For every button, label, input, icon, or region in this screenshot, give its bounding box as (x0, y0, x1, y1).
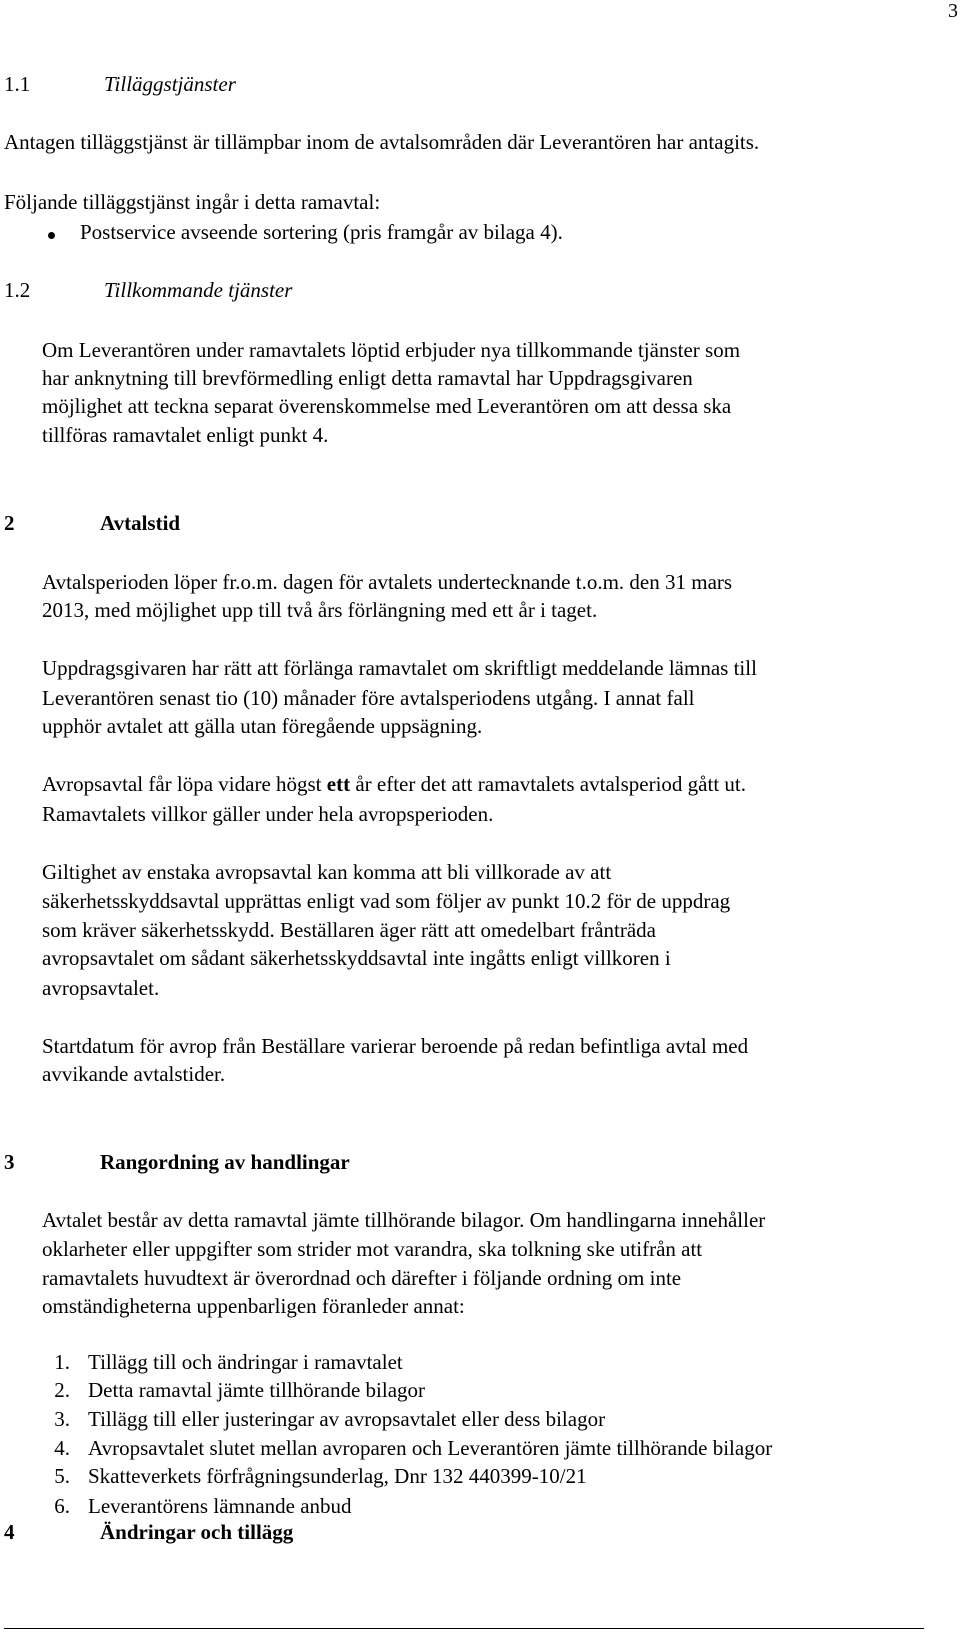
section-2-p3-line: Ramavtalets villkor gäller under hela avropsperioden. (42, 802, 494, 826)
section-2-p4-line: Giltighet av enstaka avropsavtal kan komma att bli villkorade av att (42, 860, 612, 884)
section-3-p1-line: Avtalet består av detta ramavtal jämte tillhörande bilagor. Om handlingarna innehåller (42, 1208, 766, 1232)
section-2-p2-line: upphör avtalet att gälla utan föregående uppsägning. (42, 714, 483, 738)
section-2-p4-line: avropsavtalet om sådant säkerhetsskyddsavtal inte ingåtts enligt villkoren i (42, 946, 671, 970)
section-4-number: 4 (4, 1520, 15, 1544)
section-2-p5-line: Startdatum för avrop från Beställare varierar beroende på redan befintliga avtal med (42, 1034, 749, 1058)
list-item: Tillägg till och ändringar i ramavtalet (88, 1350, 403, 1374)
section-2-p5-line: avvikande avtalstider. (42, 1062, 226, 1086)
list-item: Avropsavtalet slutet mellan avroparen och Leverantören jämte tillhörande bilagor (88, 1436, 773, 1460)
list-item-number: 5. (54, 1464, 70, 1488)
section-1-2-line: Om Leverantören under ramavtalets löptid erbjuder nya tillkommande tjänster som (42, 338, 741, 362)
section-3-title: Rangordning av handlingar (100, 1150, 350, 1174)
list-item: Detta ramavtal jämte tillhörande bilagor (88, 1378, 426, 1402)
section-2-number: 2 (4, 511, 15, 535)
list-item: Skatteverkets förfrågningsunderlag, Dnr 132 440399-10/21 (88, 1464, 587, 1488)
section-3-p1-line: ramavtalets huvudtext är överordnad och därefter i följande ordning om inte (42, 1266, 682, 1290)
section-2-p3-line (42, 772, 746, 797)
list-item-number: 2. (54, 1378, 70, 1402)
list-item-number: 3. (54, 1407, 70, 1431)
list-item-number: 4. (54, 1436, 70, 1460)
section-3-p1-line: omständigheterna uppenbarligen föranleder annat: (42, 1294, 465, 1318)
section-1-2-title: Tillkommande tjänster (104, 278, 293, 302)
list-item-number: 1. (54, 1350, 70, 1374)
p3-text-pre: Avropsavtal får löpa vidare högst (42, 772, 327, 796)
section-2-p2-line: Uppdragsgivaren har rätt att förlänga ramavtalet om skriftligt meddelande lämnas till (42, 656, 757, 680)
page-number: 3 (948, 0, 958, 22)
section-4-title: Ändringar och tillägg (100, 1520, 294, 1544)
section-1-1-bullet: Postservice avseende sortering (pris framgår av bilaga 4). (80, 220, 563, 244)
p3-text-post: år efter det att ramavtalets avtalsperiod gått ut. (350, 772, 747, 796)
section-2-p4-line: som kräver säkerhetsskydd. Beställaren äger rätt att omedelbart frånträda (42, 918, 656, 942)
section-1-2-line: möjlighet att teckna separat överenskommelse med Leverantören om att dessa ska (42, 394, 732, 418)
section-1-1-title: Tilläggstjänster (104, 72, 236, 96)
list-item: Tillägg till eller justeringar av avropsavtalet eller dess bilagor (88, 1407, 606, 1431)
section-2-p2-line: Leverantören senast tio (10) månader före avtalsperiodens utgång. I annat fall (42, 686, 695, 710)
section-1-1-paragraph: Antagen tilläggstjänst är tillämpbar inom de avtalsområden där Leverantören har antagits. (4, 130, 760, 154)
section-1-1-intro: Följande tilläggstjänst ingår i detta ramavtal: (4, 190, 381, 214)
section-3-p1-line: oklarheter eller uppgifter som strider mot varandra, ska tolkning ske utifrån att (42, 1237, 703, 1261)
list-item-number: 6. (54, 1494, 70, 1518)
section-1-2-number: 1.2 (4, 278, 31, 302)
bullet-icon (48, 232, 55, 239)
p3-text-bold: ett (326, 772, 351, 796)
section-2-p4-line: säkerhetsskyddsavtal upprättas enligt vad som följer av punkt 10.2 för de uppdrag (42, 889, 731, 913)
section-2-p4-line: avropsavtalet. (42, 976, 160, 1000)
list-item: Leverantörens lämnande anbud (88, 1494, 352, 1518)
section-2-p1-line: Avtalsperioden löper fr.o.m. dagen för avtalets undertecknande t.o.m. den 31 mars (42, 570, 733, 594)
section-1-2-line: har anknytning till brevförmedling enligt detta ramavtal har Uppdragsgivaren (42, 366, 693, 390)
section-1-2-line: tillföras ramavtalet enligt punkt 4. (42, 423, 329, 447)
section-1-1-number: 1.1 (4, 72, 31, 96)
section-2-p1-line: 2013, med möjlighet upp till två års förlängning med ett år i taget. (42, 598, 598, 622)
section-2-title: Avtalstid (100, 511, 181, 535)
footer-divider (4, 1628, 924, 1629)
section-3-number: 3 (4, 1150, 15, 1174)
